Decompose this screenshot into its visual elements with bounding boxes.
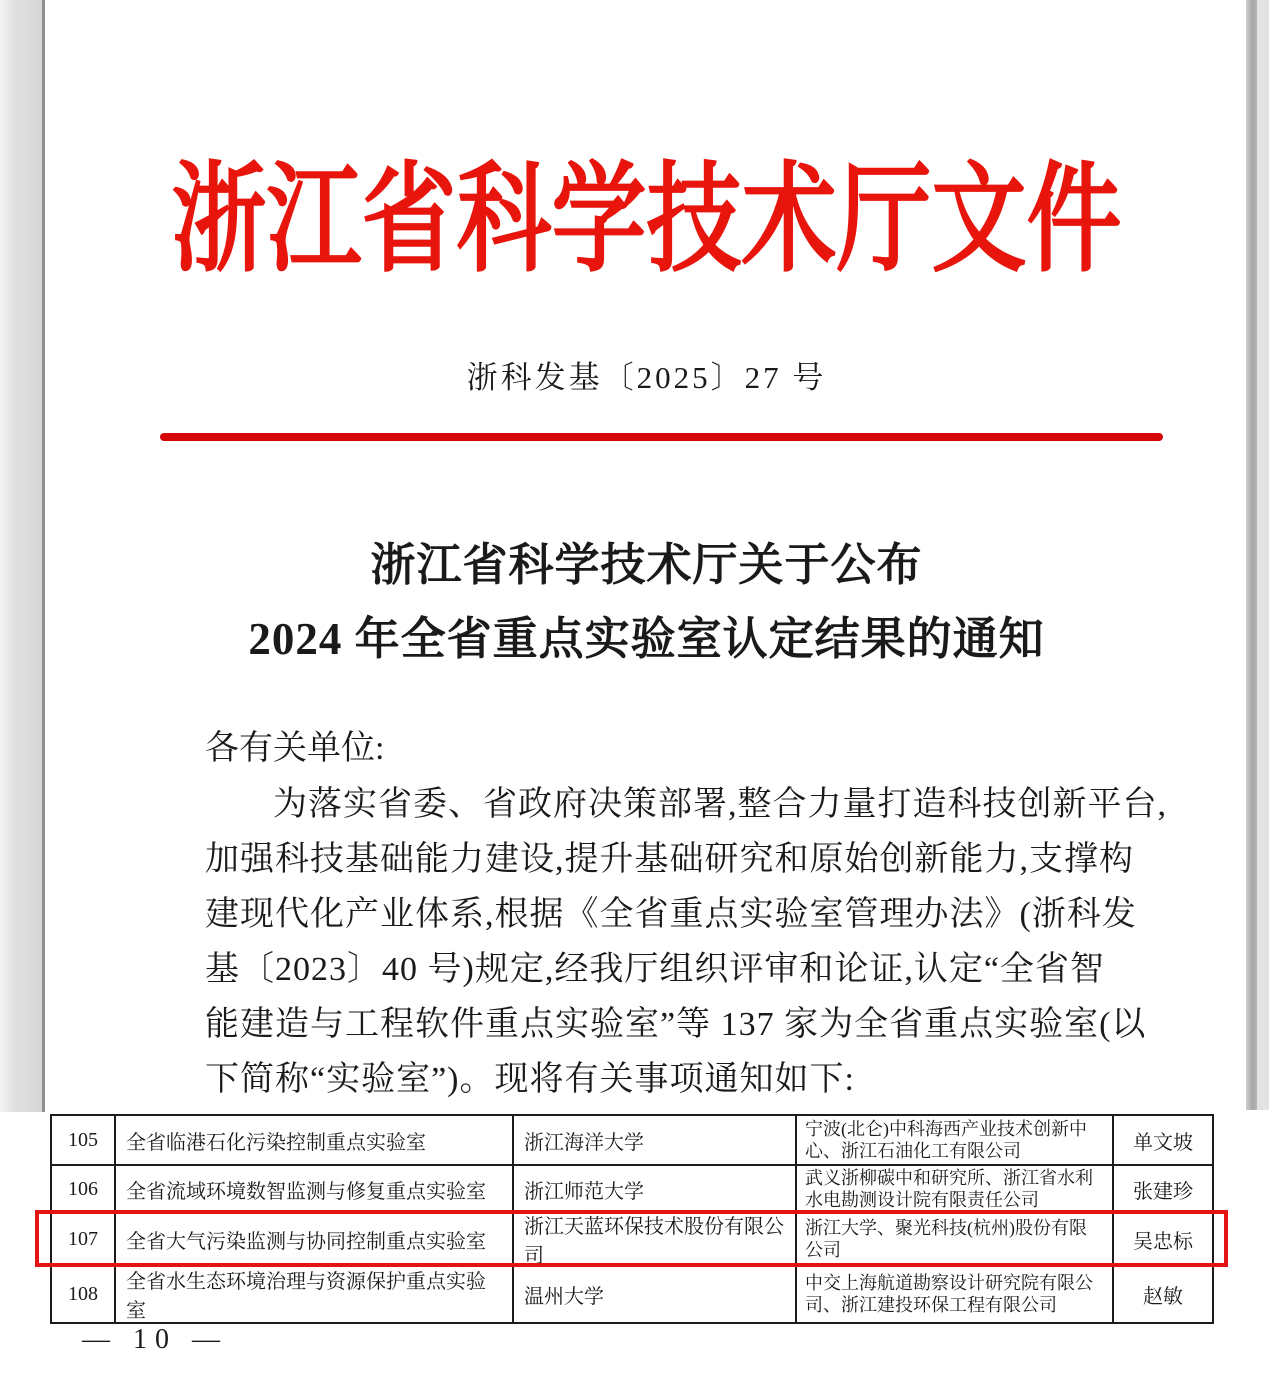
body-line: 加强科技基础能力建设,提升基础研究和原始创新能力,支撑构 [205,841,1134,878]
notice-title-line2: 2024 年全省重点实验室认定结果的通知 [248,614,1045,664]
cell-index: 107 [68,1227,98,1250]
table-row [52,1116,1212,1164]
cell-director: 赵敏 [1112,1266,1212,1322]
cell-lab-name: 全省流域环境数智监测与修复重点实验室 [114,1166,512,1212]
body-line: 能建造与工程软件重点实验室”等 137 家为全省重点实验室(以 [205,1006,1147,1043]
cell-partner-units: 武义浙柳碳中和研究所、浙江省水利水电勘测设计院有限责任公司 [795,1166,1112,1212]
red-divider-rule [160,433,1163,441]
cell-partner-units: 中交上海航道勘察设计研究院有限公司、浙江建投环保工程有限公司 [795,1266,1112,1322]
table-row [52,1212,1212,1264]
body-paragraph [205,777,1167,1107]
notice-title-line1: 浙江省科学技术厅关于公布 [370,540,923,590]
cell-host-unit: 浙江天蓝环保技术股份有限公司 [512,1214,795,1264]
cell-index: 106 [68,1177,98,1200]
cell-partner-units: 宁波(北仑)中科海西产业技术创新中心、浙江石油化工有限公司 [795,1116,1112,1164]
page-left-margin [0,0,45,1112]
body-line: 下简称“实验室”)。现将有关事项通知如下: [205,1061,855,1098]
cell-host-unit: 浙江海洋大学 [512,1116,795,1164]
letterhead-title: 浙江省科学技术厅文件 [171,153,1122,287]
cell-director: 吴忠标 [1112,1214,1212,1264]
cell-index: 105 [68,1128,98,1151]
page-number: — 10 — [82,1324,228,1355]
page-right-margin [1257,0,1269,1110]
cell-host-unit: 温州大学 [512,1266,795,1322]
cell-partner-units: 浙江大学、聚光科技(杭州)股份有限公司 [795,1214,1112,1264]
cell-index: 108 [68,1282,98,1305]
cell-host-unit: 浙江师范大学 [512,1166,795,1212]
labs-table [50,1114,1214,1324]
table-row [52,1264,1212,1322]
cell-director: 单文坡 [1112,1116,1212,1164]
cell-lab-name: 全省大气污染监测与协同控制重点实验室 [114,1214,512,1264]
table-row [52,1164,1212,1212]
body-line: 为落实省委、省政府决策部署,整合力量打造科技创新平台, [273,786,1167,823]
doc-number: 浙科发基〔2025〕27 号 [466,360,827,395]
cell-director: 张建珍 [1112,1166,1212,1212]
salutation: 各有关单位: [205,730,385,767]
body-line: 基〔2023〕40 号)规定,经我厅组织评审和论证,认定“全省智 [205,951,1105,988]
notice-title [45,528,1248,676]
cell-lab-name: 全省水生态环境治理与资源保护重点实验室 [114,1266,512,1322]
cell-lab-name: 全省临港石化污染控制重点实验室 [114,1116,512,1164]
body-line: 建现代化产业体系,根据《全省重点实验室管理办法》(浙科发 [205,896,1137,933]
